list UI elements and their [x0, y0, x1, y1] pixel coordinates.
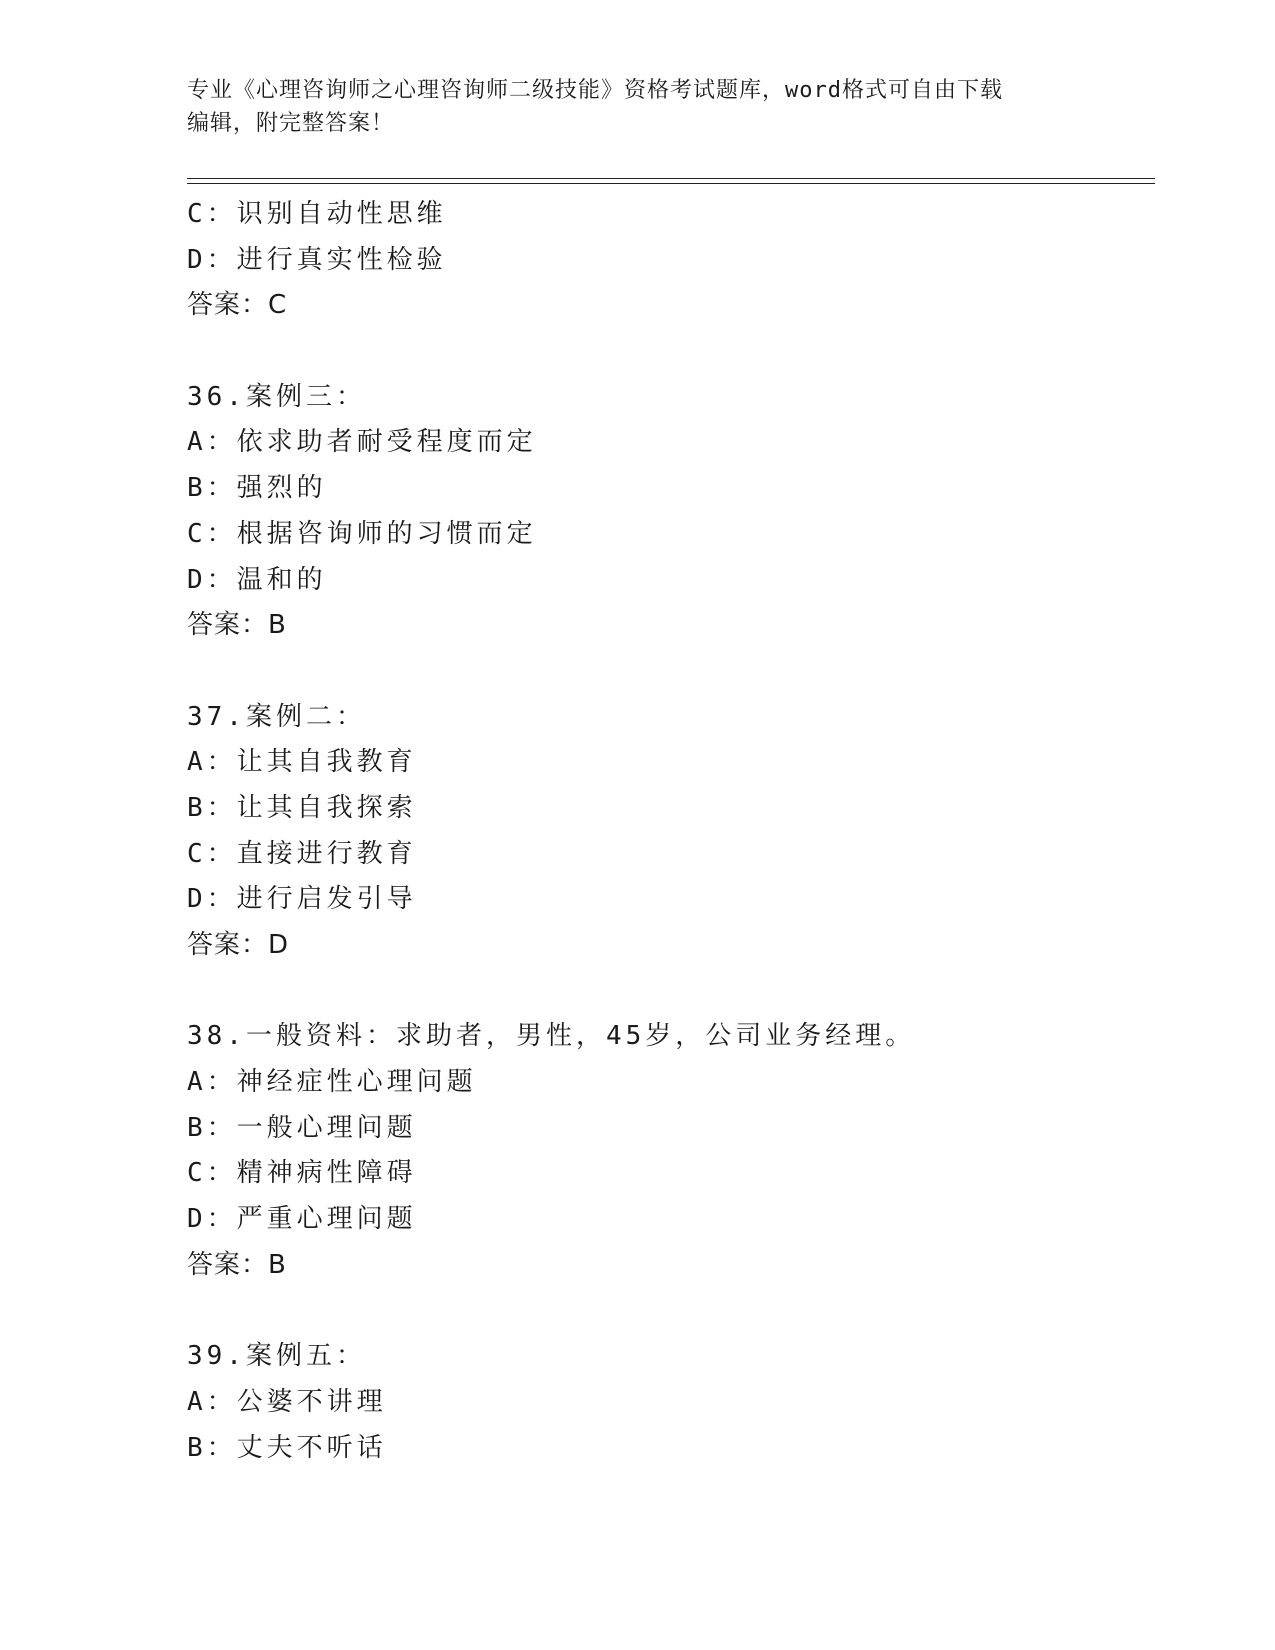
question-37-stem: 37.案例二： — [187, 701, 366, 732]
spacer — [187, 329, 1147, 375]
spacer — [187, 649, 1147, 695]
option-b: B：一般心理问题 — [187, 1112, 417, 1143]
question-38-stem: 38.一般资料：求助者，男性，45岁，公司业务经理。 — [187, 1021, 916, 1052]
option-a: A：神经症性心理问题 — [187, 1067, 477, 1098]
answer: 答案：B — [187, 1249, 287, 1280]
option-a: A：依求助者耐受程度而定 — [187, 427, 537, 458]
spacer — [187, 969, 1147, 1015]
question-39-stem: 39.案例五： — [187, 1341, 366, 1372]
option-d: D：严重心理问题 — [187, 1204, 417, 1235]
option-b: B：丈夫不听话 — [187, 1432, 387, 1463]
option-d: D：进行启发引导 — [187, 884, 417, 915]
answer: 答案：D — [187, 930, 290, 960]
header-divider-top — [187, 178, 1155, 179]
question-list — [187, 192, 1147, 1471]
header-line-2: 编辑，附完整答案！ — [187, 111, 395, 136]
header-line-1: 专业《心理咨询师之心理咨询师二级技能》资格考试题库，word格式可自由下载 — [187, 78, 1003, 103]
option-d: D：进行真实性检验 — [187, 244, 447, 275]
option-c: C：识别自动性思维 — [187, 199, 447, 229]
option-b: B：让其自我探索 — [187, 792, 417, 823]
option-c: C：直接进行教育 — [187, 838, 417, 869]
answer: 答案：B — [187, 610, 287, 641]
option-c: C：根据咨询师的习惯而定 — [187, 518, 537, 549]
option-d: D：温和的 — [187, 564, 327, 595]
spacer — [187, 1289, 1147, 1335]
option-c: C：精神病性障碍 — [187, 1158, 417, 1189]
option-a: A：让其自我教育 — [187, 747, 417, 778]
answer: 答案：C — [187, 290, 288, 321]
option-b: B：强烈的 — [187, 473, 327, 504]
question-36-stem: 36.案例三： — [187, 381, 366, 412]
option-a: A：公婆不讲理 — [187, 1386, 387, 1417]
header-divider-bottom — [187, 183, 1155, 184]
document-header — [187, 74, 1087, 140]
